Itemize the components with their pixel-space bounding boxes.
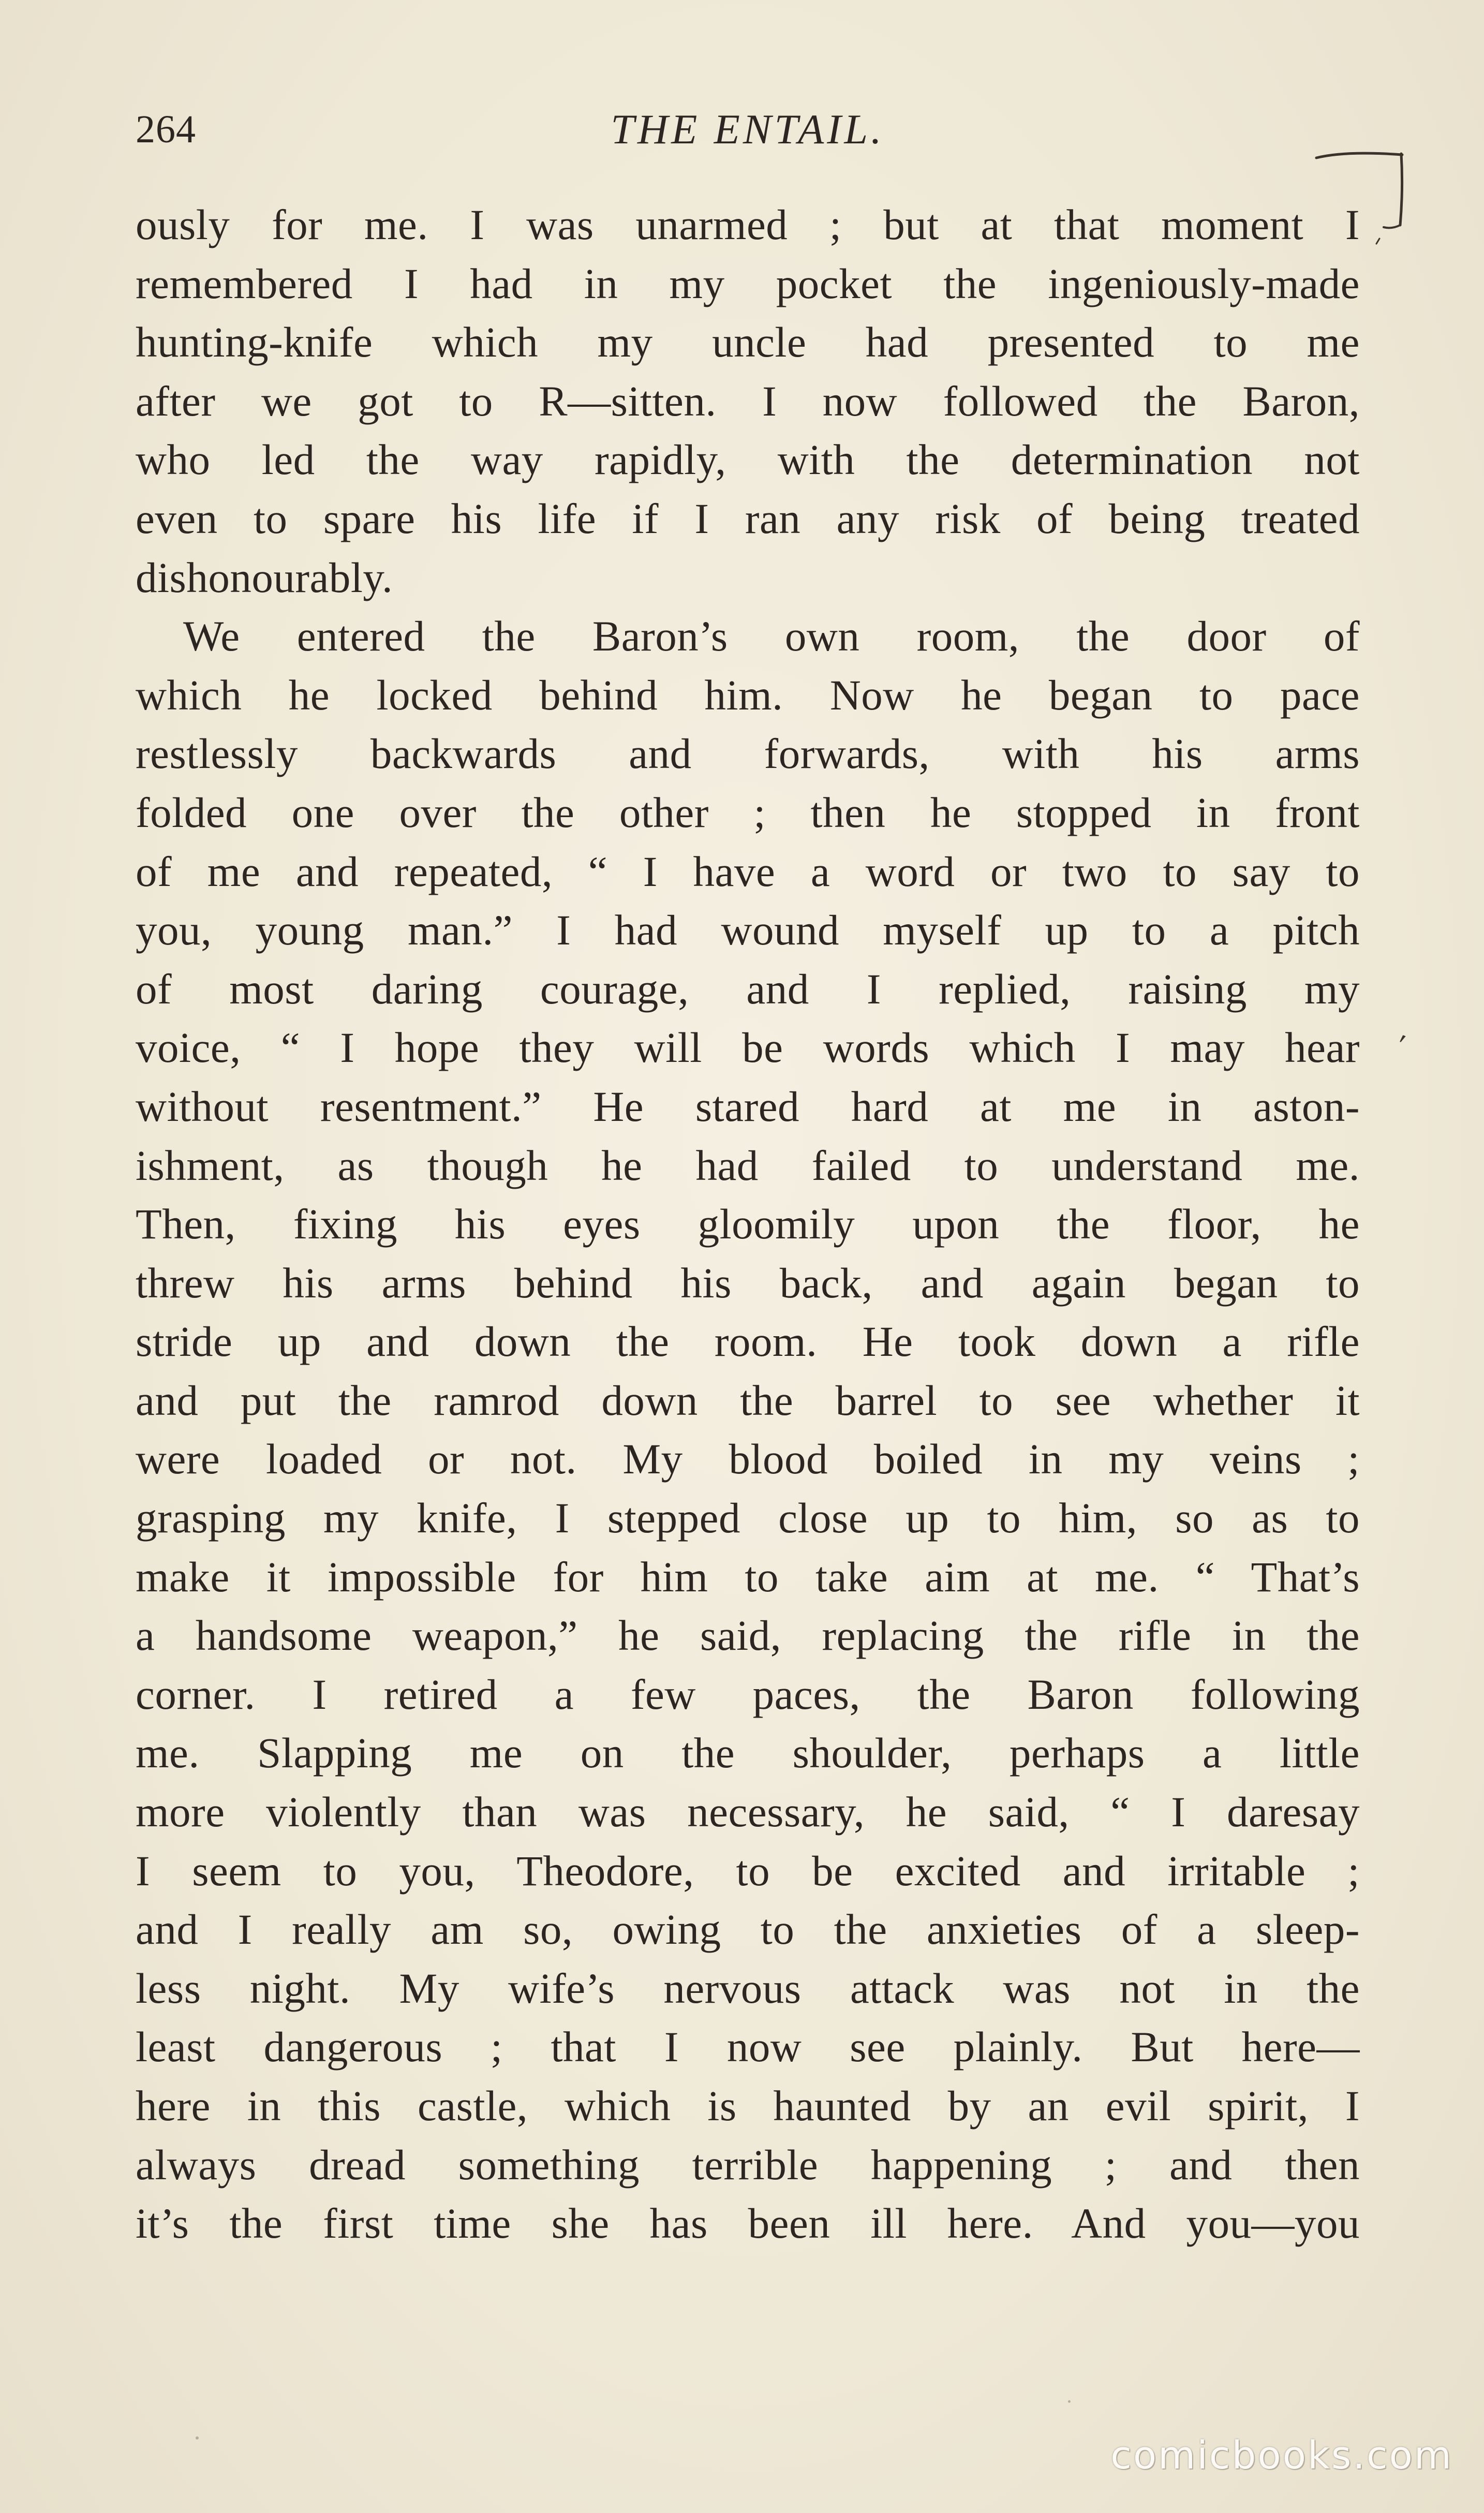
text-line: We entered the Baron’s own room, the door of [183,612,1360,660]
text-line: voice, “ I hope they will be words which I may hear [136,1024,1360,1072]
text-line: were loaded or not. My blood boiled in my veins ; [136,1435,1360,1483]
watermark: comicbooks.com [1110,2433,1453,2478]
text-line: stride up and down the room. He took down a rifle [136,1318,1360,1366]
text-line: more violently than was necessary, he said, “ I daresay [136,1788,1360,1836]
margin-tick-mark: ʹ [1391,1027,1410,1062]
text-line: Then, fixing his eyes gloomily upon the floor, he [136,1200,1360,1248]
text-line: of most daring courage, and I replied, raising my [136,965,1360,1013]
paper-speck [1068,2400,1071,2403]
text-line: of me and repeated, “ I have a word or two to say to [136,847,1360,895]
text-line: me. Slapping me on the shoulder, perhaps a little [136,1729,1360,1777]
text-line: remembered I had in my pocket the ingeniously-made [136,259,1360,307]
paper-speck [196,2436,199,2440]
page-header [136,98,1360,160]
text-line: which he locked behind him. Now he began to pace [136,671,1360,719]
text-line: corner. I retired a few paces, the Baron following [136,1670,1360,1718]
running-title: THE ENTAIL. [611,106,885,153]
text-line: after we got to R—sitten. I now followed the Baron, [136,377,1360,425]
text-line: I seem to you, Theodore, to be excited and irritable ; [136,1846,1360,1895]
text-line: less night. My wife’s nervous attack was not in the [136,1964,1360,2012]
text-line: dishonourably. [136,553,393,601]
text-line: folded one over the other ; then he stopped in front [136,788,1360,836]
text-line: hunting-knife which my uncle had presented to me [136,318,1360,366]
text-line: and put the ramrod down the barrel to see whether it [136,1376,1360,1424]
text-line: always dread something terrible happening ; and then [136,2140,1360,2189]
text-line: threw his arms behind his back, and again began to [136,1259,1360,1307]
text-line: least dangerous ; that I now see plainly. But here— [136,2023,1360,2071]
text-line: ishment, as though he had failed to understand me. [136,1141,1360,1189]
page-number: 264 [136,108,196,151]
text-line: even to spare his life if I ran any risk of being treated [136,494,1360,542]
text-line: grasping my knife, I stepped close up to him, so as to [136,1494,1360,1542]
text-line: and I really am so, owing to the anxieties of a sleep- [136,1905,1360,1954]
text-line: you, young man.” I had wound myself up to a pitch [136,906,1360,954]
text-line: make it impossible for him to take aim at me. “ That’s [136,1553,1360,1601]
text-line: who led the way rapidly, with the determination not [136,436,1360,484]
body-text [136,196,1360,2253]
text-line: it’s the first time she has been ill here. And you—you [136,2199,1360,2248]
text-line: restlessly backwards and forwards, with his arms [136,730,1360,778]
text-line: ously for me. I was unarmed ; but at that moment I [136,201,1360,248]
text-line: without resentment.” He stared hard at me in aston- [136,1082,1360,1130]
text-line: here in this castle, which is haunted by an evil spirit, I [136,2082,1360,2130]
text-line: a handsome weapon,” he said, replacing the rifle in the [136,1612,1360,1660]
